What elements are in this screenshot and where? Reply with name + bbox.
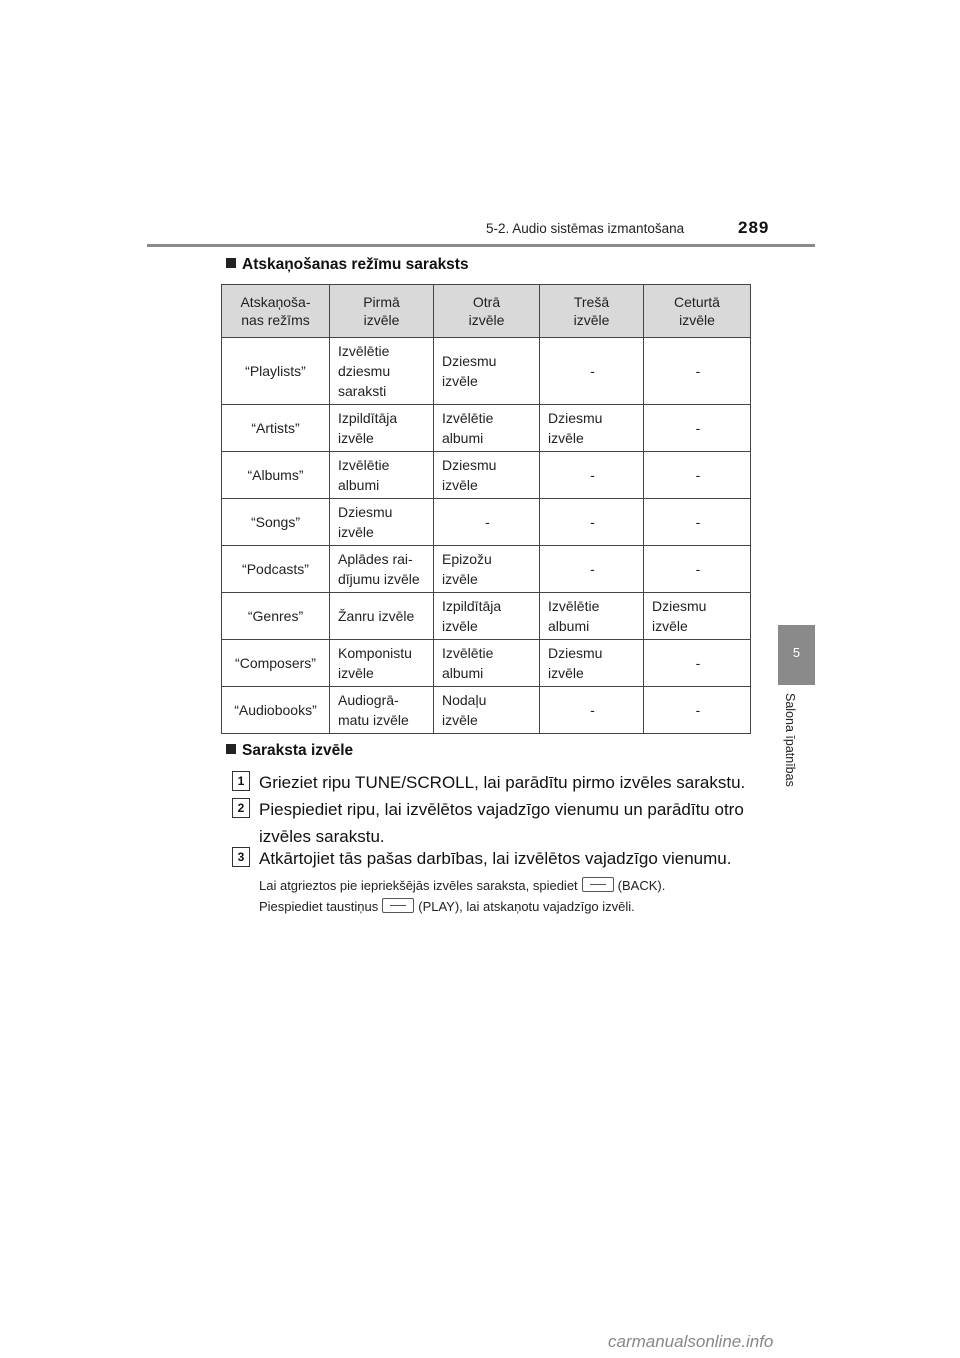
table-cell <box>540 338 644 405</box>
table-cell <box>330 338 434 405</box>
table-row <box>222 687 751 734</box>
cell-line: albumi <box>548 618 590 634</box>
playback-modes-table <box>221 284 751 734</box>
section-heading-text: Saraksta izvēle <box>242 742 354 759</box>
header-line: Trešā <box>573 294 610 310</box>
header-line: Atskaņoša- <box>240 294 311 310</box>
table-header-cell <box>222 285 330 338</box>
step-line: Atkārtojiet tās pašas darbības, lai izvēlētos vajadzīgo vienumu. <box>259 849 732 868</box>
cell-line: Izvēlētie <box>548 598 600 614</box>
table-cell <box>644 405 751 452</box>
play-button-icon <box>382 898 414 913</box>
note-text: Lai atgrieztos pie iepriekšējās izvēles saraksta, spiediet <box>259 878 578 893</box>
table-cell <box>540 593 644 640</box>
cell-line: izvēle <box>548 665 584 681</box>
cell-line: saraksti <box>338 383 387 399</box>
cell-line: - <box>695 702 701 718</box>
table-cell <box>330 687 434 734</box>
cell-line: - <box>695 420 701 436</box>
square-bullet-icon <box>226 258 236 268</box>
cell-line: - <box>485 514 490 530</box>
table-row <box>222 452 751 499</box>
cell-line: izvēle <box>442 618 478 634</box>
cell-line: - <box>590 514 595 530</box>
chapter-tab <box>778 625 815 685</box>
cell-line: Aplādes rai- <box>338 551 413 567</box>
table-cell <box>434 640 540 687</box>
mode-cell: “Songs” <box>222 499 330 546</box>
table-cell <box>540 687 644 734</box>
table-cell <box>434 593 540 640</box>
page-number: 289 <box>738 218 770 237</box>
table-header-cell <box>540 285 644 338</box>
step-text <box>259 845 759 872</box>
cell-line: Izpildītāja <box>338 410 398 426</box>
cell-line: izvēle <box>442 477 478 493</box>
mode-cell: “Composers” <box>222 640 330 687</box>
table-cell <box>330 593 434 640</box>
cell-line: izvēle <box>442 373 478 389</box>
cell-line: Izpildītāja <box>442 598 502 614</box>
cell-line: Nodaļu <box>442 692 487 708</box>
cell-line: - <box>695 655 701 671</box>
cell-line: - <box>695 561 701 577</box>
cell-line: Dziesmu <box>442 457 497 473</box>
cell-line: Dziesmu <box>652 598 707 614</box>
step-line: izvēles sarakstu. <box>259 827 385 846</box>
table-row <box>222 405 751 452</box>
cell-line: Dziesmu <box>548 645 603 661</box>
cell-line: Izvēlētie <box>338 343 390 359</box>
header-line: izvēle <box>679 312 715 328</box>
step-number: 3 <box>232 847 250 867</box>
header-line: Pirmā <box>363 294 400 310</box>
section-heading-modes <box>226 256 469 274</box>
mode-cell: “Artists” <box>222 405 330 452</box>
watermark: carmanualsonline.info <box>608 1332 774 1351</box>
header-line: izvēle <box>363 312 400 328</box>
step-line: Piespiediet ripu, lai izvēlētos vajadzīgo vienumu un parādītu otro <box>259 800 744 819</box>
cell-line: albumi <box>442 665 484 681</box>
table-row <box>222 593 751 640</box>
table-header-cell <box>434 285 540 338</box>
header-line: izvēle <box>468 312 505 328</box>
cell-line: Izvēlētie <box>338 457 390 473</box>
table-cell <box>540 546 644 593</box>
table-cell <box>434 452 540 499</box>
mode-cell: “Podcasts” <box>222 546 330 593</box>
cell-line: izvēle <box>548 430 584 446</box>
cell-line: Epizožu <box>442 551 492 567</box>
cell-line: izvēle <box>442 712 478 728</box>
table-cell <box>644 338 751 405</box>
table-cell <box>434 687 540 734</box>
cell-line: izvēle <box>338 524 374 540</box>
table-row <box>222 640 751 687</box>
cell-line: Komponistu <box>338 645 412 661</box>
note-back <box>259 876 665 896</box>
cell-line: - <box>590 561 595 577</box>
cell-line: albumi <box>442 430 484 446</box>
table-header-row <box>222 285 751 338</box>
section-heading-list <box>226 742 353 760</box>
header-line: izvēle <box>573 312 610 328</box>
table-row <box>222 338 751 405</box>
square-bullet-icon <box>226 744 236 754</box>
table-header-cell <box>644 285 751 338</box>
cell-line: - <box>590 363 595 379</box>
note-play <box>259 897 635 917</box>
cell-line: - <box>590 702 595 718</box>
section-heading-text: Atskaņošanas režīmu saraksts <box>242 256 469 273</box>
table-cell <box>540 499 644 546</box>
header-section-title: 5-2. Audio sistēmas izmantošana <box>486 221 685 236</box>
table-cell <box>330 452 434 499</box>
table-header-cell <box>330 285 434 338</box>
cell-line: dījumu izvēle <box>338 571 420 587</box>
cell-line: izvēle <box>442 571 478 587</box>
cell-line: Izvēlētie <box>442 410 494 426</box>
step-text <box>259 796 759 850</box>
cell-line: dziesmu <box>338 363 391 379</box>
back-button-icon <box>582 877 614 892</box>
table-body <box>222 338 751 734</box>
table-cell <box>330 405 434 452</box>
table-cell <box>644 452 751 499</box>
header-line: Otrā <box>472 294 501 310</box>
cell-line: albumi <box>338 477 380 493</box>
cell-line: Audiogrā- <box>338 692 399 708</box>
table-cell <box>644 546 751 593</box>
step-number: 1 <box>232 771 250 791</box>
table-cell <box>434 499 540 546</box>
cell-line: Dziesmu <box>442 353 497 369</box>
note-text: (PLAY), lai atskaņotu vajadzīgo izvēli. <box>418 899 635 914</box>
cell-line: - <box>590 467 595 483</box>
table-cell <box>330 546 434 593</box>
cell-line: izvēle <box>338 430 374 446</box>
mode-cell: “Audiobooks” <box>222 687 330 734</box>
table-cell <box>540 452 644 499</box>
table-row <box>222 499 751 546</box>
table-cell <box>434 338 540 405</box>
table-cell <box>330 499 434 546</box>
note-text: Piespiediet taustiņus <box>259 899 379 914</box>
note-text: (BACK). <box>617 878 666 893</box>
cell-line: Žanru izvēle <box>338 608 415 624</box>
header-line: nas režīms <box>241 312 310 328</box>
cell-line: Izvēlētie <box>442 645 494 661</box>
cell-line: - <box>695 467 701 483</box>
cell-line: matu izvēle <box>338 712 409 728</box>
table-cell <box>540 640 644 687</box>
step-line: Grieziet ripu TUNE/SCROLL, lai parādītu pirmo izvēles sarakstu. <box>259 773 746 792</box>
chapter-tab-label: Salona īpatnības <box>783 693 797 787</box>
cell-line: - <box>695 514 701 530</box>
table-cell <box>644 499 751 546</box>
chapter-tab-number: 5 <box>792 645 801 660</box>
step-text <box>259 769 759 796</box>
table-row <box>222 546 751 593</box>
cell-line: izvēle <box>338 665 374 681</box>
table-cell <box>644 640 751 687</box>
mode-cell: “Playlists” <box>222 338 330 405</box>
table-cell <box>644 593 751 640</box>
mode-cell: “Genres” <box>222 593 330 640</box>
cell-line: Dziesmu <box>548 410 603 426</box>
table-cell <box>330 640 434 687</box>
table-cell <box>434 405 540 452</box>
cell-line: Dziesmu <box>338 504 393 520</box>
mode-cell: “Albums” <box>222 452 330 499</box>
cell-line: izvēle <box>652 618 688 634</box>
step-number: 2 <box>232 798 250 818</box>
table-cell <box>540 405 644 452</box>
table-cell <box>644 687 751 734</box>
table-cell <box>434 546 540 593</box>
cell-line: - <box>695 363 701 379</box>
header-rule <box>147 244 815 247</box>
header-line: Ceturtā <box>674 294 720 310</box>
